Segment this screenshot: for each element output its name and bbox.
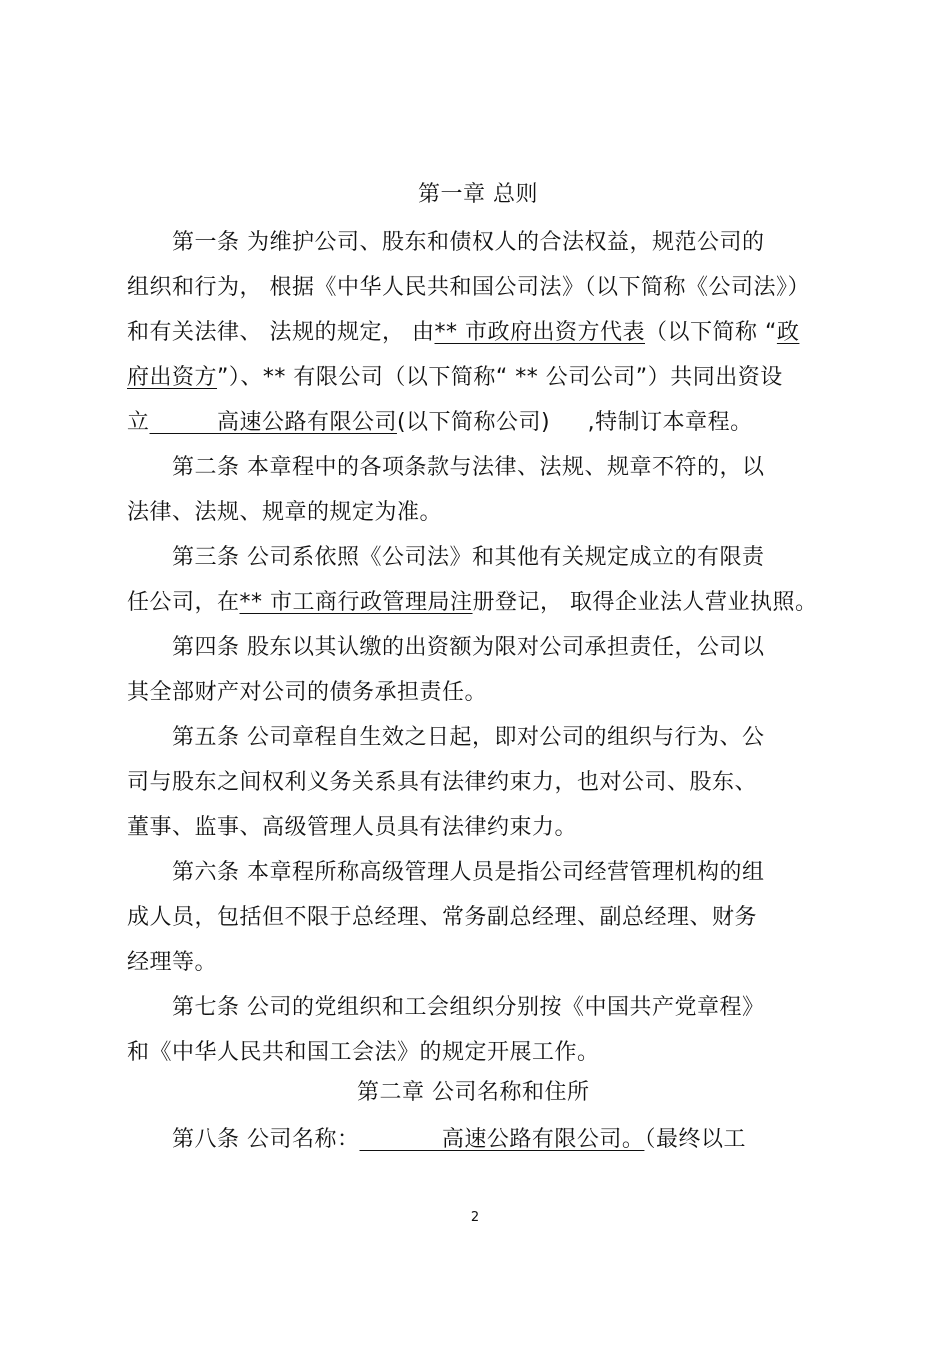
article-1-line-3 [127,318,799,348]
article-3-line-1: 第三条 公司系依照《公司法》和其他有关规定成立的有限责 [172,545,765,570]
page-number: 2 [470,1210,480,1225]
chapter-2-heading: 第二章 公司名称和住所 [357,1080,590,1105]
article-5-line-1: 第五条 公司章程自生效之日起，即对公司的组织与行为、公 [172,725,765,750]
article-1-text: ”）、** 有限公司（以下简称“ ** 公司公司”）共同出资设 [217,365,783,390]
article-1-text: （以下简称 “ [645,320,777,345]
article-5-line-3: 董事、监事、高级管理人员具有法律约束力。 [127,815,578,840]
article-1-text: 和有关法律、 法规的规定， 由 [127,320,435,345]
government-investor-short-underline: 府出资方 [127,365,218,390]
article-4-line-2: 其全部财产对公司的债务承担责任。 [127,680,488,705]
article-2-line-2: 法律、法规、规章的规定为准。 [127,500,443,525]
article-4-line-1: 第四条 股东以其认缴的出资额为限对公司承担责任，公司以 [172,635,765,660]
article-8-line-1 [172,1125,746,1155]
article-3-text: 任公司，在 [127,590,240,615]
article-8-text: （最终以工 [644,1127,746,1152]
chapter-1-heading: 第一章 总则 [418,182,538,207]
article-1-line-4 [127,363,783,393]
article-3-text: 册登记， 取得企业法人营业执照。 [472,590,818,615]
article-1-line-1: 第一条 为维护公司、股东和债权人的合法权益，规范公司的 [172,230,765,255]
company-name-underline: 高速公路有限公司。 [359,1127,645,1152]
article-6-line-3: 经理等。 [127,950,218,975]
article-6-line-2: 成人员，包括但不限于总经理、常务副总经理、副总经理、财务 [127,905,758,930]
registry-office-underline: ** 市工商行政管理局注 [239,590,473,615]
article-5-line-2: 司与股东之间权利义务关系具有法律约束力，也对公司、股东、 [127,770,758,795]
article-7-line-1: 第七条 公司的党组织和工会组织分别按《中国共产党章程》 [172,995,765,1020]
article-1-line-2: 组织和行为， 根据《中华人民共和国公司法》（以下简称《公司法》） [127,275,810,300]
article-2-line-1: 第二条 本章程中的各项条款与法律、法规、规章不符的，以 [172,455,765,480]
article-6-line-1: 第六条 本章程所称高级管理人员是指公司经营管理机构的组 [172,860,765,885]
government-investor-underline: ** 市政府出资方代表 [434,320,645,345]
article-1-text: (以下简称公司) ,特制订本章程。 [396,410,753,435]
company-name-underline: 高速公路有限公司 [149,410,397,435]
government-investor-short-underline: 政 [776,320,800,345]
article-1-text: 立 [127,410,150,435]
article-7-line-2: 和《中华人民共和国工会法》的规定开展工作。 [127,1040,600,1065]
article-1-line-5 [127,408,753,438]
article-8-text: 第八条 公司名称： [172,1127,360,1152]
article-3-line-2 [127,588,818,618]
